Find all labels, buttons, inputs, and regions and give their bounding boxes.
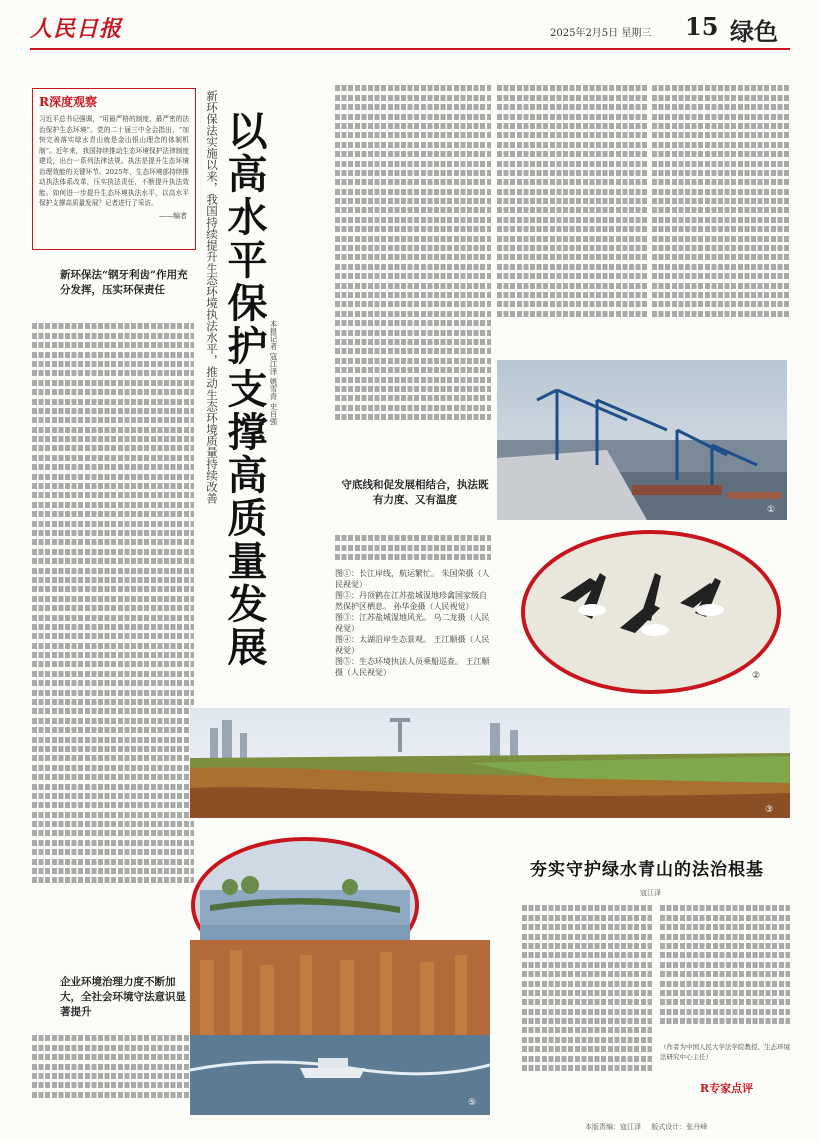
section2-heading: 守底线和促发展相结合，执法既有力度、又有温度 [341, 479, 489, 506]
photo-port-cranes-image [497, 360, 787, 520]
newspaper-logo: 人民日报 [30, 16, 123, 42]
section1-heading: 新环保法“钢牙利齿”作用充分发挥，压实环保责任 [60, 269, 188, 296]
photo-red-crowned-cranes [520, 528, 782, 696]
footer-editor: 本版责编：寇江泽 [585, 1123, 641, 1131]
photo-captions [335, 568, 491, 688]
photo-number-5: ⑤ [468, 1098, 477, 1108]
left-body-text [32, 320, 194, 960]
lead-editor: ——编者 [159, 211, 187, 220]
expert-comment-tag: R专家点评 [700, 1082, 754, 1095]
photo-patrol-boat-image [190, 940, 490, 1115]
page-footer [585, 1122, 707, 1132]
caption-4: 图④：太湖沿岸生态景观。 王江顺摄（人民视觉） [335, 635, 490, 655]
commentary-text-right [660, 902, 790, 1042]
commentary-author: 寇江泽 [640, 889, 661, 897]
far-right-body-text [652, 82, 790, 352]
byline: 本报记者 寇江泽 姚雪青 史自强 [269, 320, 278, 425]
issue-date: 2025年2月5日 星期三 [550, 28, 652, 39]
middle-body-text [335, 82, 491, 462]
photo-wetland-panorama [190, 708, 790, 818]
left-body-text-bottom [32, 1032, 194, 1114]
section3-heading: 企业环境治理力度不断加大，全社会环境守法意识显著提升 [60, 976, 186, 1018]
caption-3: 图③：江苏盐城湿地风光。 乌二龙摄（人民视觉） [335, 613, 490, 633]
lead-box [32, 88, 196, 250]
photo-patrol-boat [190, 940, 490, 1115]
commentary-author-credit: （作者为中国人民大学法学院教授、生态环境法研究中心主任） [660, 1043, 790, 1061]
photo-wetland-panorama-image [190, 708, 790, 818]
footer-designer: 版式设计：张丹峰 [651, 1123, 708, 1131]
caption-2: 图②：丹顶鹤在江苏盐城湿地珍禽国家级自然保护区栖息。 孙华金摄（人民视觉） [335, 591, 487, 611]
photo-number-3: ③ [765, 805, 774, 815]
page-section-name: 绿色 [730, 17, 778, 46]
column-tag: R深度观察 [39, 95, 97, 109]
right-body-text [497, 82, 647, 352]
photo-number-1: ① [767, 505, 776, 515]
photo-red-crowned-cranes-image [520, 528, 782, 696]
photo-port-cranes [497, 360, 787, 520]
caption-1: 图①：长江岸线，航运繁忙。 朱国荣摄（人民视觉） [335, 569, 490, 589]
caption-5: 图⑤：生态环境执法人员乘船巡查。 王江顺摄（人民视觉） [335, 657, 490, 677]
page-number: 15 [685, 12, 719, 41]
middle-body-text-2 [335, 532, 491, 562]
masthead [30, 12, 790, 50]
headline-subtitle: 新环保法实施以来，我国持续提升生态环境执法水平，推动生态环境质量持续改善 [205, 90, 219, 504]
main-headline: 以高水平保护支撑高质量发展 [221, 110, 268, 669]
commentary-title: 夯实守护绿水青山的法治根基 [530, 860, 764, 880]
commentary-text-left [522, 902, 652, 1090]
lead-text: 习近平总书记强调，“用最严格的制度、最严密的法治保护生态环境”。党的二十届三中全会指出，“加快完善落实绿水青山就是金山银山理念的体制机制”。近年来，我国持续推动生态环境保护法律制度建设，出台一系列法律法规。执法是提升生态环境治理效能的关键环节。2025年，生态环境部持续推动执法体系改革，压实执法责任，不断提升执法效能。如何进一步提升生态环境执法水平，以高水平保护支撑高质量发展？记者进行了采访。 [39, 115, 189, 207]
photo-number-2: ② [752, 671, 761, 681]
